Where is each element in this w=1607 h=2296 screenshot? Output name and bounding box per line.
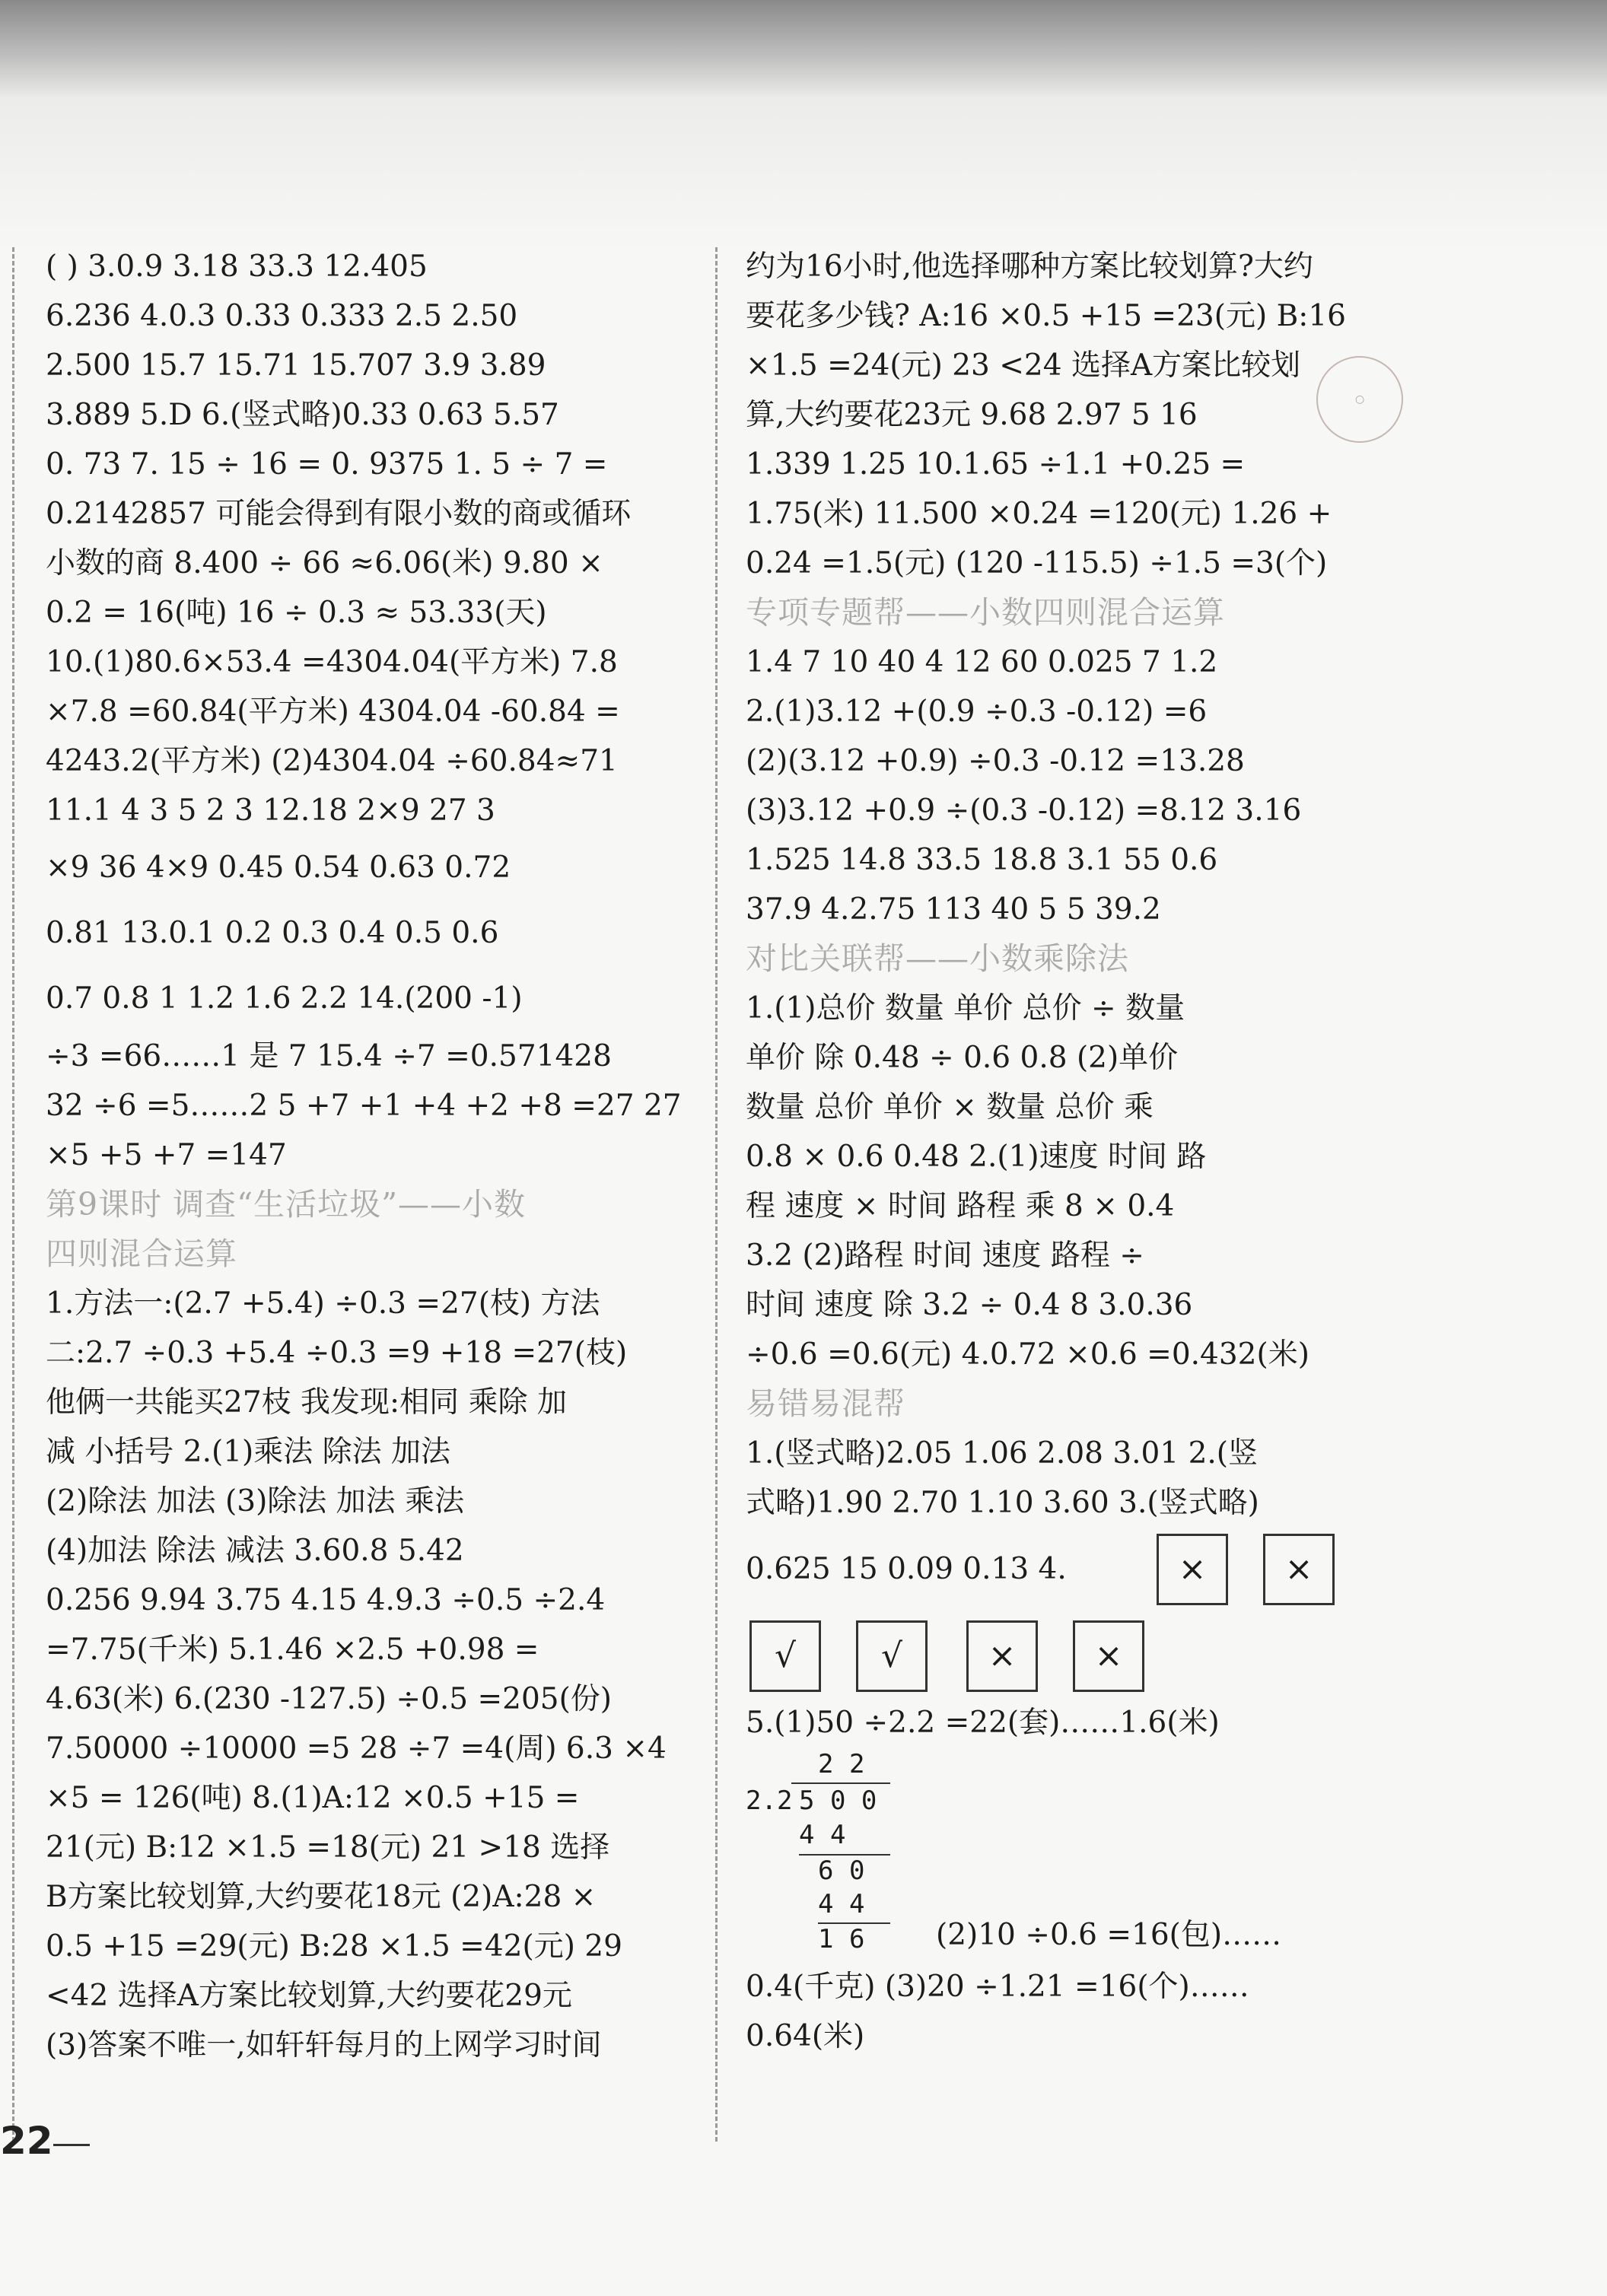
- cross-mark-box: ×: [1263, 1534, 1335, 1605]
- answer-line: (2)10 ÷0.6 =16(包)……: [936, 1918, 1282, 1952]
- answer-line: 0.4(千克) (3)20 ÷1.21 =16(个)……: [746, 1970, 1249, 2004]
- answer-line: =7.75(千米) 5.1.46 ×2.5 +0.98 =: [46, 1633, 539, 1667]
- division-divisor: 2.2: [746, 1786, 793, 1816]
- page-number: 22: [0, 2119, 53, 2163]
- answer-line: <42 选择A方案比较划算,大约要花29元: [46, 1979, 572, 2013]
- answer-line: 4.63(米) 6.(230 -127.5) ÷0.5 =205(份): [46, 1682, 613, 1716]
- answer-line: 二:2.7 ÷0.3 +5.4 ÷0.3 =9 +18 =27(枝): [46, 1336, 628, 1370]
- answer-line: 1.4 7 10 40 4 12 60 0.025 7 1.2: [746, 645, 1218, 679]
- answer-line: B方案比较划算,大约要花18元 (2)A:28 ×: [46, 1880, 597, 1914]
- division-dividend: 5 0 0: [799, 1786, 877, 1816]
- cross-mark-box: ×: [1073, 1620, 1144, 1692]
- answer-line: 0.2142857 可能会得到有限小数的商或循环: [46, 497, 632, 531]
- answer-line: 他俩一共能买27枝 我发现:相同 乘除 加: [46, 1385, 567, 1420]
- answer-line: 程 速度 × 时间 路程 乘 8 × 0.4: [746, 1189, 1175, 1223]
- marks-row-1: [746, 1528, 1400, 1613]
- answer-line: ×5 +5 +7 =147: [46, 1138, 287, 1172]
- answer-line: 单价 除 0.48 ÷ 0.6 0.8 (2)单价: [746, 1041, 1179, 1075]
- answer-line: 0.8 × 0.6 0.48 2.(1)速度 时间 路: [746, 1140, 1207, 1174]
- answer-line: ÷0.6 =0.6(元) 4.0.72 ×0.6 =0.432(米): [746, 1337, 1309, 1372]
- answer-line: 6.236 4.0.3 0.33 0.333 2.5 2.50: [46, 299, 518, 333]
- cross-mark-box: ×: [1157, 1534, 1228, 1605]
- answer-line: 11.1 4 3 5 2 3 12.18 2×9 27 3: [46, 793, 495, 828]
- answer-line: 数量 总价 单价 × 数量 总价 乘: [746, 1090, 1154, 1124]
- division-bracket-top: [791, 1782, 890, 1784]
- answer-line: ×7.8 =60.84(平方米) 4304.04 -60.84 =: [46, 695, 620, 729]
- answer-line: 1.525 14.8 33.5 18.8 3.1 55 0.6: [746, 843, 1218, 877]
- division-rem2: 1 6: [818, 1924, 865, 1954]
- answer-line: 1.339 1.25 10.1.65 ÷1.1 +0.25 =: [746, 447, 1246, 482]
- answer-line: 时间 速度 除 3.2 ÷ 0.4 8 3.0.36: [746, 1288, 1193, 1322]
- scan-shadow-fade: [0, 99, 1607, 251]
- answer-line: 减 小括号 2.(1)乘法 除法 加法: [46, 1435, 451, 1469]
- answer-line: 0.2 = 16(吨) 16 ÷ 0.3 ≈ 53.33(天): [46, 596, 547, 630]
- answer-line: 2.500 15.7 15.71 15.707 3.9 3.89: [46, 348, 546, 383]
- answer-line: 要花多少钱? A:16 ×0.5 +15 =23(元) B:16: [746, 299, 1346, 333]
- answer-line: ×5 = 126(吨) 8.(1)A:12 ×0.5 +15 =: [46, 1781, 580, 1815]
- answer-line: 37.9 4.2.75 113 40 5 5 39.2: [746, 892, 1161, 927]
- answer-line: 0.24 =1.5(元) (120 -115.5) ÷1.5 =3(个): [746, 546, 1328, 580]
- answer-line: (3)答案不唯一,如轩轩每月的上网学习时间: [46, 2028, 602, 2062]
- check-mark-box: √: [749, 1620, 821, 1692]
- watermark-stamp: ○: [1306, 346, 1413, 453]
- answer-line: 2.(1)3.12 +(0.9 ÷0.3 -0.12) =6: [746, 695, 1208, 729]
- answer-line: ( ) 3.0.9 3.18 33.3 12.405: [46, 250, 428, 284]
- answer-line: 0.256 9.94 3.75 4.15 4.9.3 ÷0.5 ÷2.4: [46, 1583, 606, 1617]
- answer-line: 5.(1)50 ÷2.2 =22(套)……1.6(米): [746, 1706, 1220, 1740]
- section-heading-lesson-9-cont: 四则混合运算: [46, 1235, 237, 1272]
- answer-line: 21(元) B:12 ×1.5 =18(元) 21 >18 选择: [46, 1830, 610, 1865]
- answer-line: 0.7 0.8 1 1.2 1.6 2.2 14.(200 -1): [46, 981, 523, 1016]
- answer-line: ×1.5 =24(元) 23 <24 选择A方案比较划: [746, 348, 1301, 383]
- division-rem1: 6 0: [818, 1856, 865, 1886]
- section-heading-error-prone: 易错易混帮: [746, 1385, 905, 1422]
- section-heading-lesson-9: 第9课时 调查“生活垃圾”——小数: [46, 1186, 527, 1223]
- division-step1: 4 4: [799, 1820, 846, 1850]
- division-quotient: 2 2: [818, 1749, 865, 1779]
- answer-line: 1.(竖式略)2.05 1.06 2.08 3.01 2.(竖: [746, 1436, 1258, 1471]
- answer-line: 7.50000 ÷10000 =5 28 ÷7 =4(周) 6.3 ×4: [46, 1732, 667, 1766]
- scan-shadow-band: [0, 0, 1607, 99]
- answer-line: ×9 36 4×9 0.45 0.54 0.63 0.72: [46, 851, 511, 885]
- answer-line: 1.(1)总价 数量 单价 总价 ÷ 数量: [746, 991, 1185, 1026]
- answer-line: 0.64(米): [746, 2019, 865, 2053]
- answer-line: 0.5 +15 =29(元) B:28 ×1.5 =42(元) 29: [46, 1929, 622, 1964]
- left-column: [46, 242, 700, 2070]
- marks-row-2: [746, 1613, 1400, 1698]
- answer-line: 1.75(米) 11.500 ×0.24 =120(元) 1.26 +: [746, 497, 1332, 531]
- answer-line: 0.81 13.0.1 0.2 0.3 0.4 0.5 0.6: [46, 916, 499, 950]
- check-mark-box: √: [856, 1620, 928, 1692]
- section-heading-special-topic: 专项专题帮——小数四则混合运算: [746, 594, 1225, 631]
- left-margin-dashed-line: [12, 247, 14, 2142]
- answer-line: 1.方法一:(2.7 +5.4) ÷0.3 =27(枝) 方法: [46, 1286, 600, 1321]
- answer-line: 32 ÷6 =5……2 5 +7 +1 +4 +2 +8 =27 27: [46, 1089, 682, 1123]
- page-number-dash: [53, 2144, 90, 2146]
- answer-line: 0. 73 7. 15 ÷ 16 = 0. 9375 1. 5 ÷ 7 =: [46, 447, 608, 482]
- section-heading-comparison: 对比关联帮——小数乘除法: [746, 940, 1129, 977]
- answer-line: 小数的商 8.400 ÷ 66 ≈6.06(米) 9.80 ×: [46, 546, 603, 580]
- answer-line: (2)除法 加法 (3)除法 加法 乘法: [46, 1484, 465, 1518]
- cross-mark-box: ×: [966, 1620, 1038, 1692]
- answer-line: 4243.2(平方米) (2)4304.04 ÷60.84≈71: [46, 744, 618, 778]
- answer-line: (4)加法 除法 减法 3.60.8 5.42: [46, 1534, 464, 1568]
- answer-line: 3.889 5.D 6.(竖式略)0.33 0.63 5.57: [46, 398, 559, 432]
- column-divider-dashed-line: [715, 247, 718, 2142]
- answer-line: (2)(3.12 +0.9) ÷0.3 -0.12 =13.28: [746, 744, 1245, 778]
- answer-line: 式略)1.90 2.70 1.10 3.60 3.(竖式略): [746, 1486, 1259, 1520]
- long-division: [746, 1747, 1400, 1962]
- answer-line: 10.(1)80.6×53.4 =4304.04(平方米) 7.8: [46, 645, 618, 679]
- right-column: [746, 242, 1400, 2061]
- answer-line: ÷3 =66……1 是 7 15.4 ÷7 =0.571428: [46, 1039, 612, 1073]
- answer-line: 算,大约要花23元 9.68 2.97 5 16: [746, 398, 1198, 432]
- answer-line: 3.2 (2)路程 时间 速度 路程 ÷: [746, 1239, 1144, 1273]
- answer-line: (3)3.12 +0.9 ÷(0.3 -0.12) =8.12 3.16: [746, 793, 1302, 828]
- answer-line: 0.625 15 0.09 0.13 4.: [746, 1552, 1067, 1586]
- division-step2: 4 4: [818, 1889, 865, 1919]
- answer-line: 约为16小时,他选择哪种方案比较划算?大约: [746, 250, 1313, 284]
